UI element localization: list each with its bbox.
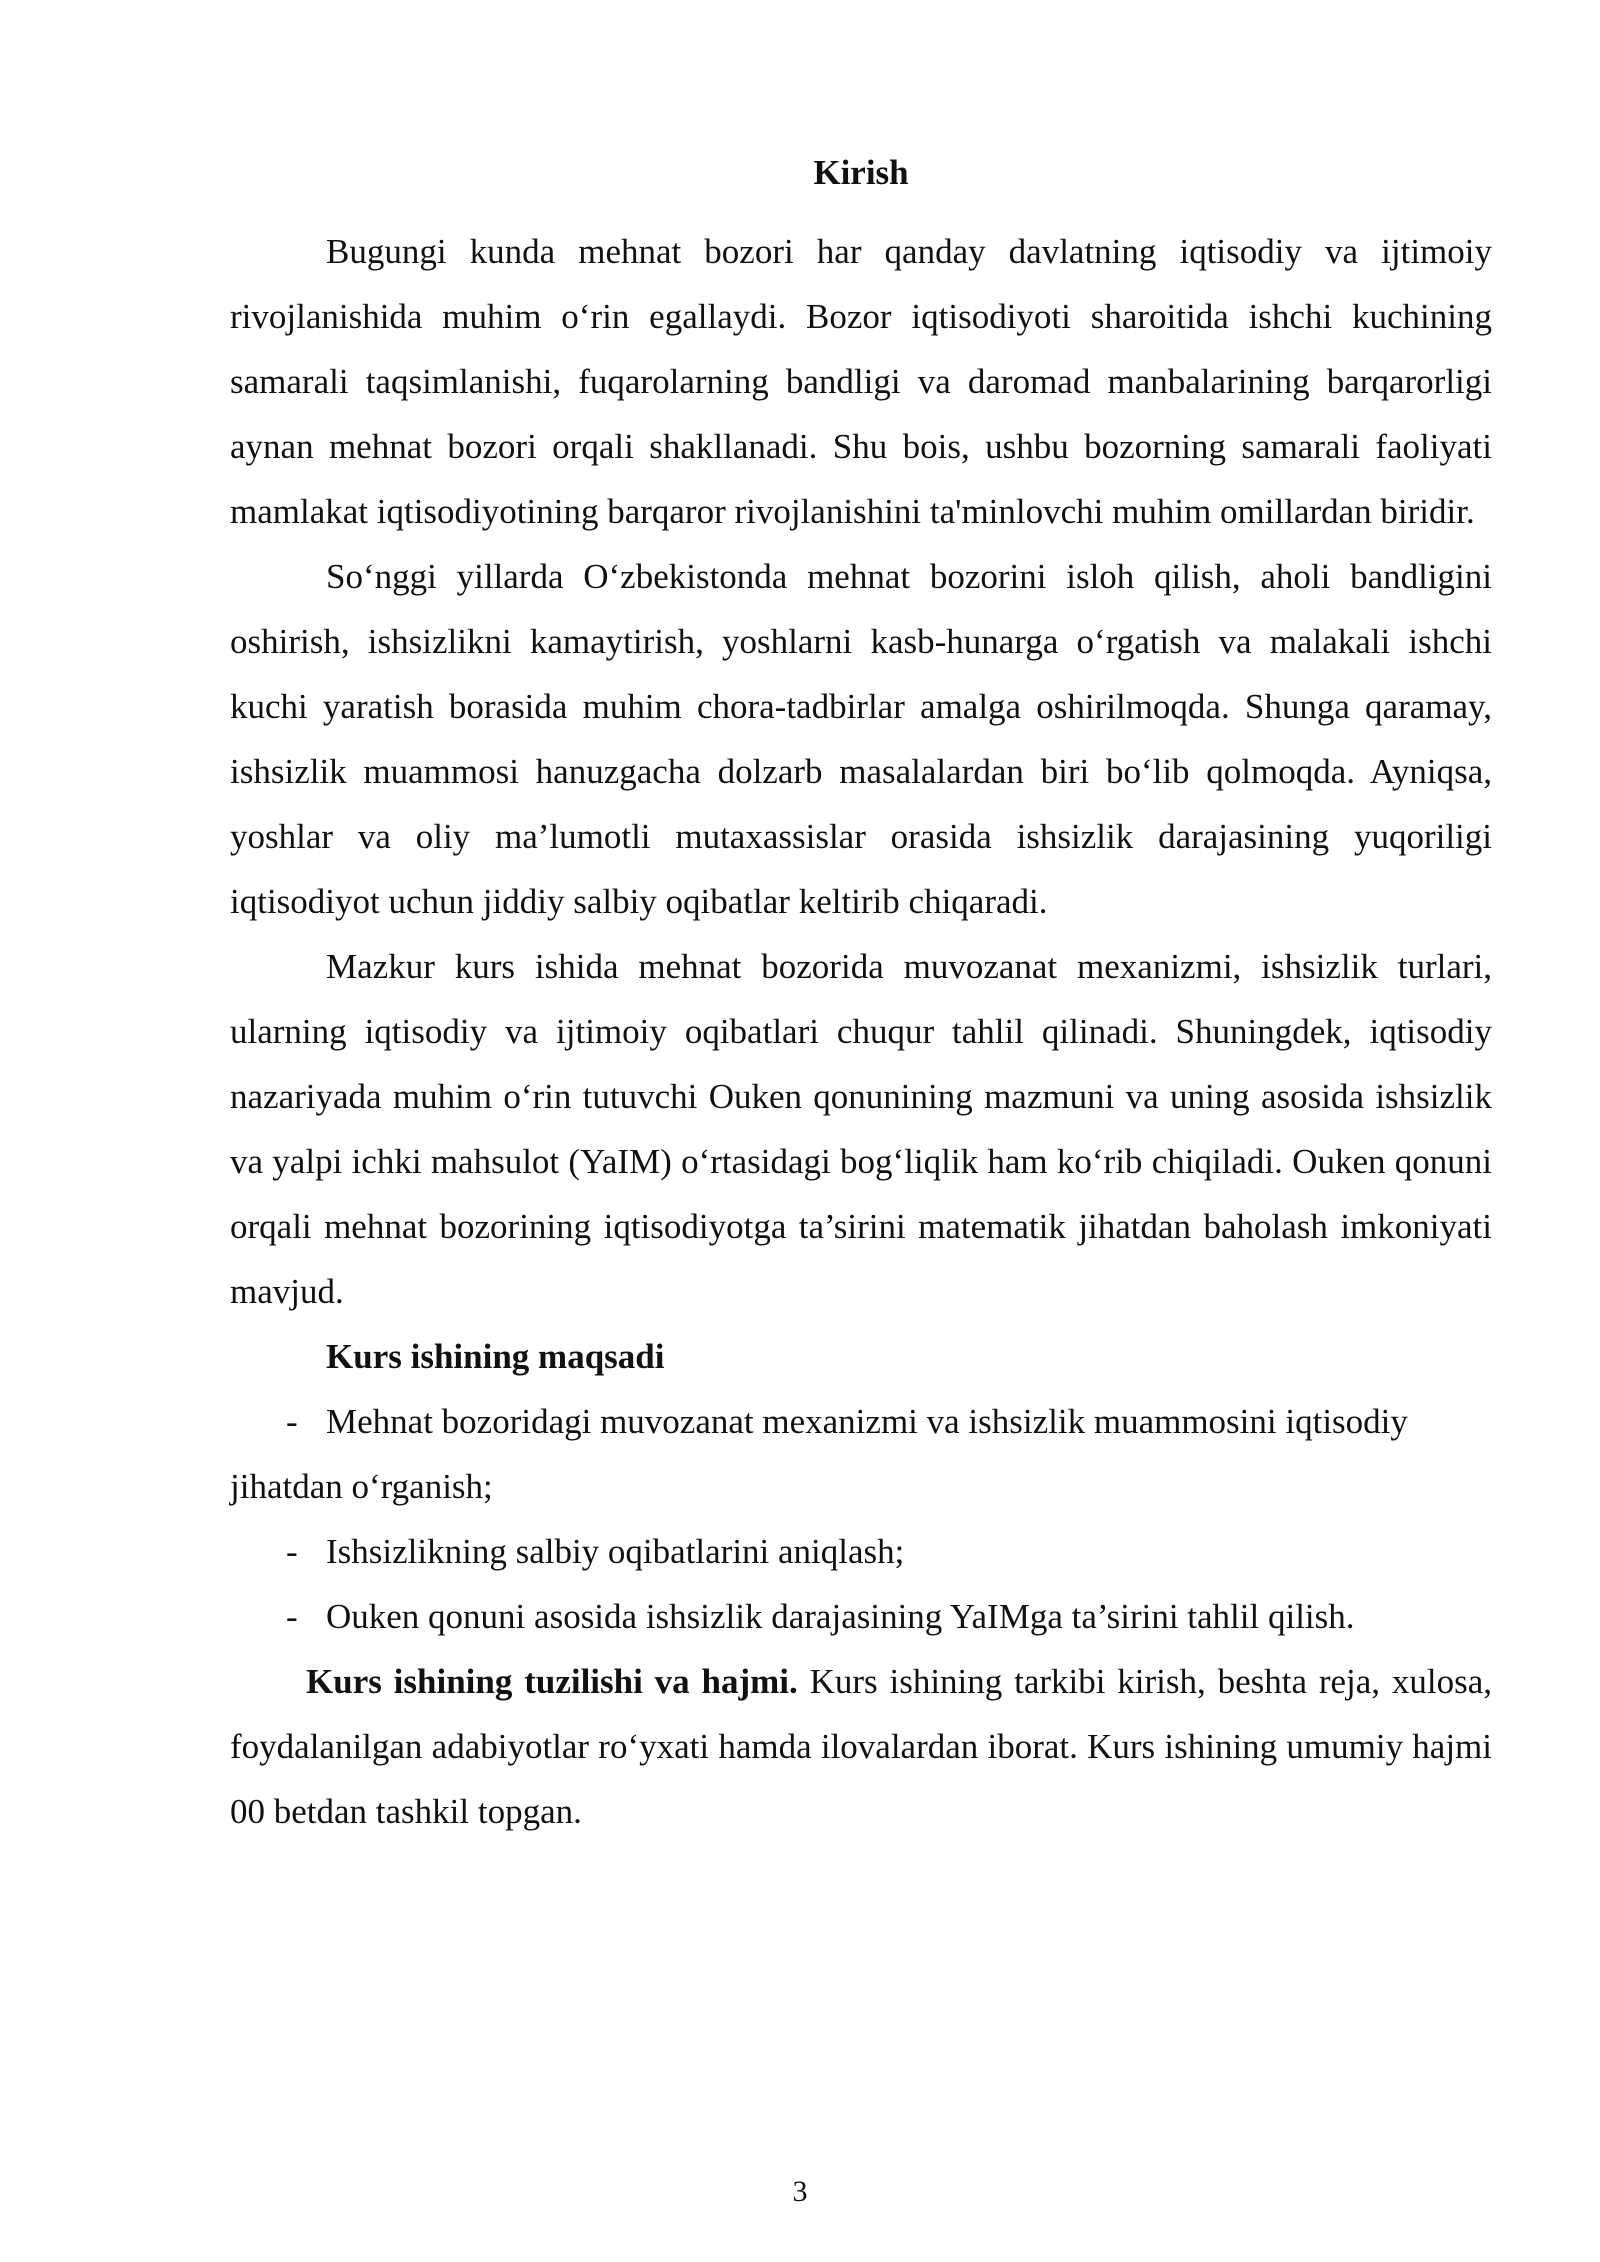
list-marker: - [286,1597,298,1636]
goal-item-text: Ouken qonuni asosida ishsizlik darajasining YaIMga ta’sirini tahlil qilish. [326,1597,1355,1636]
structure-text: Kurs ishining tarkibi kirish, beshta reja, xulosa, foydalanilgan adabiyotlar ro‘yxati hamda ilovalardan iborat. Kurs ishining umumiy hajmi 00 betdan tashkil topgan. [230,1662,1493,1831]
list-marker: - [286,1532,298,1571]
intro-paragraph-3: Mazkur kurs ishida mehnat bozorida muvozanat mexanizmi, ishsizlik turlari, ularning iqtisodiy va ijtimoiy oqibatlari chuqur tahlil qilinadi. Shuningdek, iqtisodiy nazariyada muhim o‘rin tutuvchi Ouken qonunining mazmuni va uning asosida ishsizlik va yalpi ichki mahsulot (YaIM) o‘rtasidagi bog‘liqlik ham ko‘rib chiqiladi. Ouken qonuni orqali mehnat bozorining iqtisodiyotga ta’sirini matematik jihatdan baholash imkoniyati mavjud. [230,947,1492,1311]
goal-item-text: Ishsizlikning salbiy oqibatlarini aniqlash; [326,1532,905,1571]
page-content [230,145,1492,1844]
intro-paragraph-2: So‘nggi yillarda O‘zbekistonda mehnat bozorini isloh qilish, aholi bandligini oshirish, ishsizlikni kamaytirish, yoshlarni kasb-hunarga o‘rgatish va malakali ishchi kuchi yaratish borasida muhim chora-tadbirlar amalga oshirilmoqda. Shunga qaramay, ishsizlik muammosi hanuzgacha dolzarb masalalardan biri bo‘lib qolmoqda. Ayniqsa, yoshlar va oliy ma’lumotli mutaxassislar orasida ishsizlik darajasining yuqoriligi iqtisodiyot uchun jiddiy salbiy oqibatlar keltirib chiqaradi. [230,557,1492,921]
goal-list [230,1389,1492,1649]
structure-paragraph [230,1649,1492,1844]
goal-heading: Kurs ishining maqsadi [326,1337,665,1376]
page-number: 3 [792,2175,808,2208]
page-title: Kirish [813,153,909,192]
list-marker: - [286,1402,298,1441]
intro-paragraph-1: Bugungi kunda mehnat bozori har qanday davlatning iqtisodiy va ijtimoiy rivojlanishida muhim o‘rin egallaydi. Bozor iqtisodiyoti sharoitida ishchi kuchining samarali taqsimlanishi, fuqarolarning bandligi va daromad manbalarining barqarorligi aynan mehnat bozori orqali shakllanadi. Shu bois, ushbu bozorning samarali faoliyati mamlakat iqtisodiyotining barqaror rivojlanishini ta'minlovchi muhim omillardan biridir. [230,232,1492,531]
structure-heading: Kurs ishining tuzilishi va hajmi. [306,1662,798,1701]
list-item [230,1584,1492,1649]
goal-item-text: Mehnat bozoridagi muvozanat mexanizmi va ishsizlik muammosini iqtisodiy jihatdan o‘rganish; [230,1402,1408,1506]
list-item [230,1389,1492,1519]
list-item [230,1519,1492,1584]
